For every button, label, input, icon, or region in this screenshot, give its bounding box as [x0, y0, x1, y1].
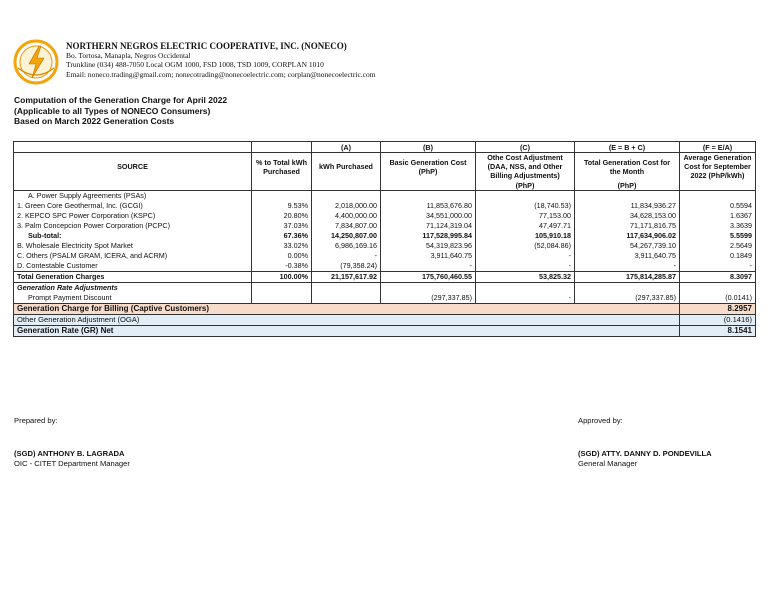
- company-trunkline: Trunkline (034) 488-7050 Local OGM 1000, FSD 1008, TSD 1009, CORPLAN 1010: [66, 60, 324, 70]
- row-value-cell: 100.00%: [252, 272, 312, 283]
- row-source-cell: Sub-total:: [14, 231, 252, 241]
- col-letter-f: (F = E/A): [680, 142, 756, 153]
- document-title: [14, 95, 227, 127]
- row-value-cell: 37.03%: [252, 221, 312, 231]
- row-value-cell: 0.1849: [680, 251, 756, 261]
- header-total: Total Generation Cost for the Month: [575, 153, 680, 181]
- row-value-cell: [252, 293, 312, 304]
- row-value-cell: [312, 283, 381, 294]
- row-value-cell: 3.3639: [680, 221, 756, 231]
- approved-by-label: Approved by:: [578, 416, 623, 425]
- table-row: [14, 221, 756, 231]
- header-basic: Basic Generation Cost (PhP): [381, 153, 476, 181]
- row-value-cell: 34,628,153.00: [575, 211, 680, 221]
- approved-by-title: General Manager: [578, 459, 638, 468]
- row-value-cell: -: [476, 251, 575, 261]
- row-value-cell: 0.5594: [680, 201, 756, 211]
- row-value-cell: (79,358.24): [312, 261, 381, 272]
- col-letter-b: (B): [381, 142, 476, 153]
- row-value-cell: 14,250,807.00: [312, 231, 381, 241]
- row-value-cell: 2,018,000.00: [312, 201, 381, 211]
- row-value-cell: 20.80%: [252, 211, 312, 221]
- unit-row: [14, 180, 756, 191]
- row-value-cell: -: [476, 261, 575, 272]
- row-value-cell: (297,337.85): [575, 293, 680, 304]
- col-letter-a: (A): [312, 142, 381, 153]
- row-source-cell: 2. KEPCO SPC Power Corporation (KSPC): [14, 211, 252, 221]
- row-value-cell: 71,124,319.04: [381, 221, 476, 231]
- row-value-cell: -0.38%: [252, 261, 312, 272]
- row-value-cell: 11,853,676.80: [381, 201, 476, 211]
- row-value-cell: [575, 191, 680, 202]
- row-value-cell: (52,084.86): [476, 241, 575, 251]
- column-letter-row: [14, 142, 756, 153]
- row-value-cell: 8.3097: [680, 272, 756, 283]
- noneco-logo: [12, 38, 60, 86]
- row-value-cell: 175,814,285.87: [575, 272, 680, 283]
- table-row: [14, 241, 756, 251]
- approved-by-block: [578, 449, 712, 469]
- row-value-cell: (297,337.85): [381, 293, 476, 304]
- row-value-cell: [680, 191, 756, 202]
- row-source-cell: Total Generation Charges: [14, 272, 252, 283]
- net-row: [14, 326, 756, 337]
- company-email: Email: noneco.trading@gmail.com; nonecotrading@nonecoelectric.com; corplan@nonecoelectric.com: [66, 69, 376, 79]
- company-address: Bo. Tortosa, Manapla, Negros Occidental: [66, 51, 191, 60]
- row-source-cell: D. Contestable Customer: [14, 261, 252, 272]
- row-value-cell: 53,825.32: [476, 272, 575, 283]
- approved-by-name: (SGD) ATTY. DANNY D. PONDEVILLA: [578, 449, 712, 458]
- row-value-cell: -: [680, 261, 756, 272]
- unit-total: (PhP): [575, 180, 680, 191]
- oga-row: [14, 315, 756, 326]
- row-source-cell: Generation Rate Adjustments: [14, 283, 252, 294]
- header-pct: % to Total kWh Purchased: [252, 153, 312, 181]
- row-value-cell: 11,834,936.27: [575, 201, 680, 211]
- row-value-cell: 67.36%: [252, 231, 312, 241]
- row-value-cell: [575, 283, 680, 294]
- billing-row: [14, 304, 756, 315]
- row-value-cell: 54,319,823.96: [381, 241, 476, 251]
- row-value-cell: -: [575, 261, 680, 272]
- row-value-cell: 3,911,640.75: [381, 251, 476, 261]
- header-source: SOURCE: [14, 153, 252, 181]
- row-value-cell: (18,740.53): [476, 201, 575, 211]
- generation-charge-table: [13, 141, 756, 337]
- table-row: [14, 251, 756, 261]
- table-row: [14, 272, 756, 283]
- row-value-cell: 71,171,816.75: [575, 221, 680, 231]
- prepared-by-label: Prepared by:: [14, 416, 58, 425]
- row-value-cell: 175,760,460.55: [381, 272, 476, 283]
- row-value-cell: 5.5599: [680, 231, 756, 241]
- title-line-3: Based on March 2022 Generation Costs: [14, 116, 175, 127]
- prepared-by-name: (SGD) ANTHONY B. LAGRADA: [14, 449, 125, 458]
- row-value-cell: [476, 191, 575, 202]
- col-letter-c: (C): [476, 142, 575, 153]
- row-value-cell: 77,153.00: [476, 211, 575, 221]
- table-row: [14, 231, 756, 241]
- row-value-cell: 1.6367: [680, 211, 756, 221]
- table-body: [14, 191, 756, 304]
- row-value-cell: 6,986,169.16: [312, 241, 381, 251]
- prepared-by-title: OIC - CITET Department Manager: [14, 459, 130, 468]
- unit-other: (PhP): [476, 180, 575, 191]
- row-value-cell: [252, 191, 312, 202]
- row-value-cell: 3,911,640.75: [575, 251, 680, 261]
- row-value-cell: 34,551,000.00: [381, 211, 476, 221]
- table-row: [14, 293, 756, 304]
- oga-label: Other Generation Adjustment (OGA): [14, 315, 680, 326]
- row-value-cell: 21,157,617.92: [312, 272, 381, 283]
- row-value-cell: 33.02%: [252, 241, 312, 251]
- row-value-cell: -: [476, 293, 575, 304]
- table-row: [14, 201, 756, 211]
- billing-value: 8.2957: [680, 304, 756, 315]
- row-value-cell: [312, 191, 381, 202]
- row-value-cell: 7,834,807.00: [312, 221, 381, 231]
- col-letter-e: (E = B + C): [575, 142, 680, 153]
- row-value-cell: -: [312, 251, 381, 261]
- net-value: 8.1541: [680, 326, 756, 337]
- row-value-cell: 117,528,995.84: [381, 231, 476, 241]
- oga-value: (0.1416): [680, 315, 756, 326]
- column-header-row: [14, 153, 756, 181]
- row-source-cell: C. Others (PSALM GRAM, ICERA, and ACRM): [14, 251, 252, 261]
- row-value-cell: [476, 283, 575, 294]
- row-source-cell: 3. Palm Concepcion Power Corporation (PCPC): [14, 221, 252, 231]
- prepared-by-block: [14, 449, 130, 469]
- row-source-cell: Prompt Payment Discount: [14, 293, 252, 304]
- header-avg: Average Generation Cost for September 2022 (PhP/kWh): [680, 153, 756, 181]
- row-value-cell: [680, 283, 756, 294]
- row-value-cell: 2.5649: [680, 241, 756, 251]
- company-header: [66, 41, 376, 79]
- row-value-cell: 117,634,906.02: [575, 231, 680, 241]
- row-value-cell: [252, 283, 312, 294]
- header-other: Othe Cost Adjustment (DAA, NSS, and Other Billing Adjustments): [476, 153, 575, 181]
- row-value-cell: 0.00%: [252, 251, 312, 261]
- row-value-cell: 54,267,739.10: [575, 241, 680, 251]
- row-value-cell: [381, 283, 476, 294]
- row-value-cell: 105,910.18: [476, 231, 575, 241]
- company-name: NORTHERN NEGROS ELECTRIC COOPERATIVE, INC. (NONECO): [66, 41, 347, 51]
- table-row: [14, 191, 756, 202]
- row-value-cell: -: [381, 261, 476, 272]
- table-row: [14, 211, 756, 221]
- row-value-cell: (0.0141): [680, 293, 756, 304]
- row-value-cell: 47,497.71: [476, 221, 575, 231]
- row-value-cell: [381, 191, 476, 202]
- row-source-cell: A. Power Supply Agreements (PSAs): [14, 191, 252, 202]
- billing-label: Generation Charge for Billing (Captive Customers): [14, 304, 680, 315]
- row-value-cell: 9.53%: [252, 201, 312, 211]
- title-line-2: (Applicable to all Types of NONECO Consumers): [14, 105, 211, 116]
- row-value-cell: 4,400,000.00: [312, 211, 381, 221]
- net-label: Generation Rate (GR) Net: [14, 326, 680, 337]
- table-row: [14, 261, 756, 272]
- title-line-1: Computation of the Generation Charge for April 2022: [14, 95, 228, 105]
- row-value-cell: [312, 293, 381, 304]
- table-row: [14, 283, 756, 294]
- row-source-cell: 1. Green Core Geothermal, Inc. (GCGI): [14, 201, 252, 211]
- header-kwh: kWh Purchased: [312, 153, 381, 181]
- row-source-cell: B. Wholesale Electricity Spot Market: [14, 241, 252, 251]
